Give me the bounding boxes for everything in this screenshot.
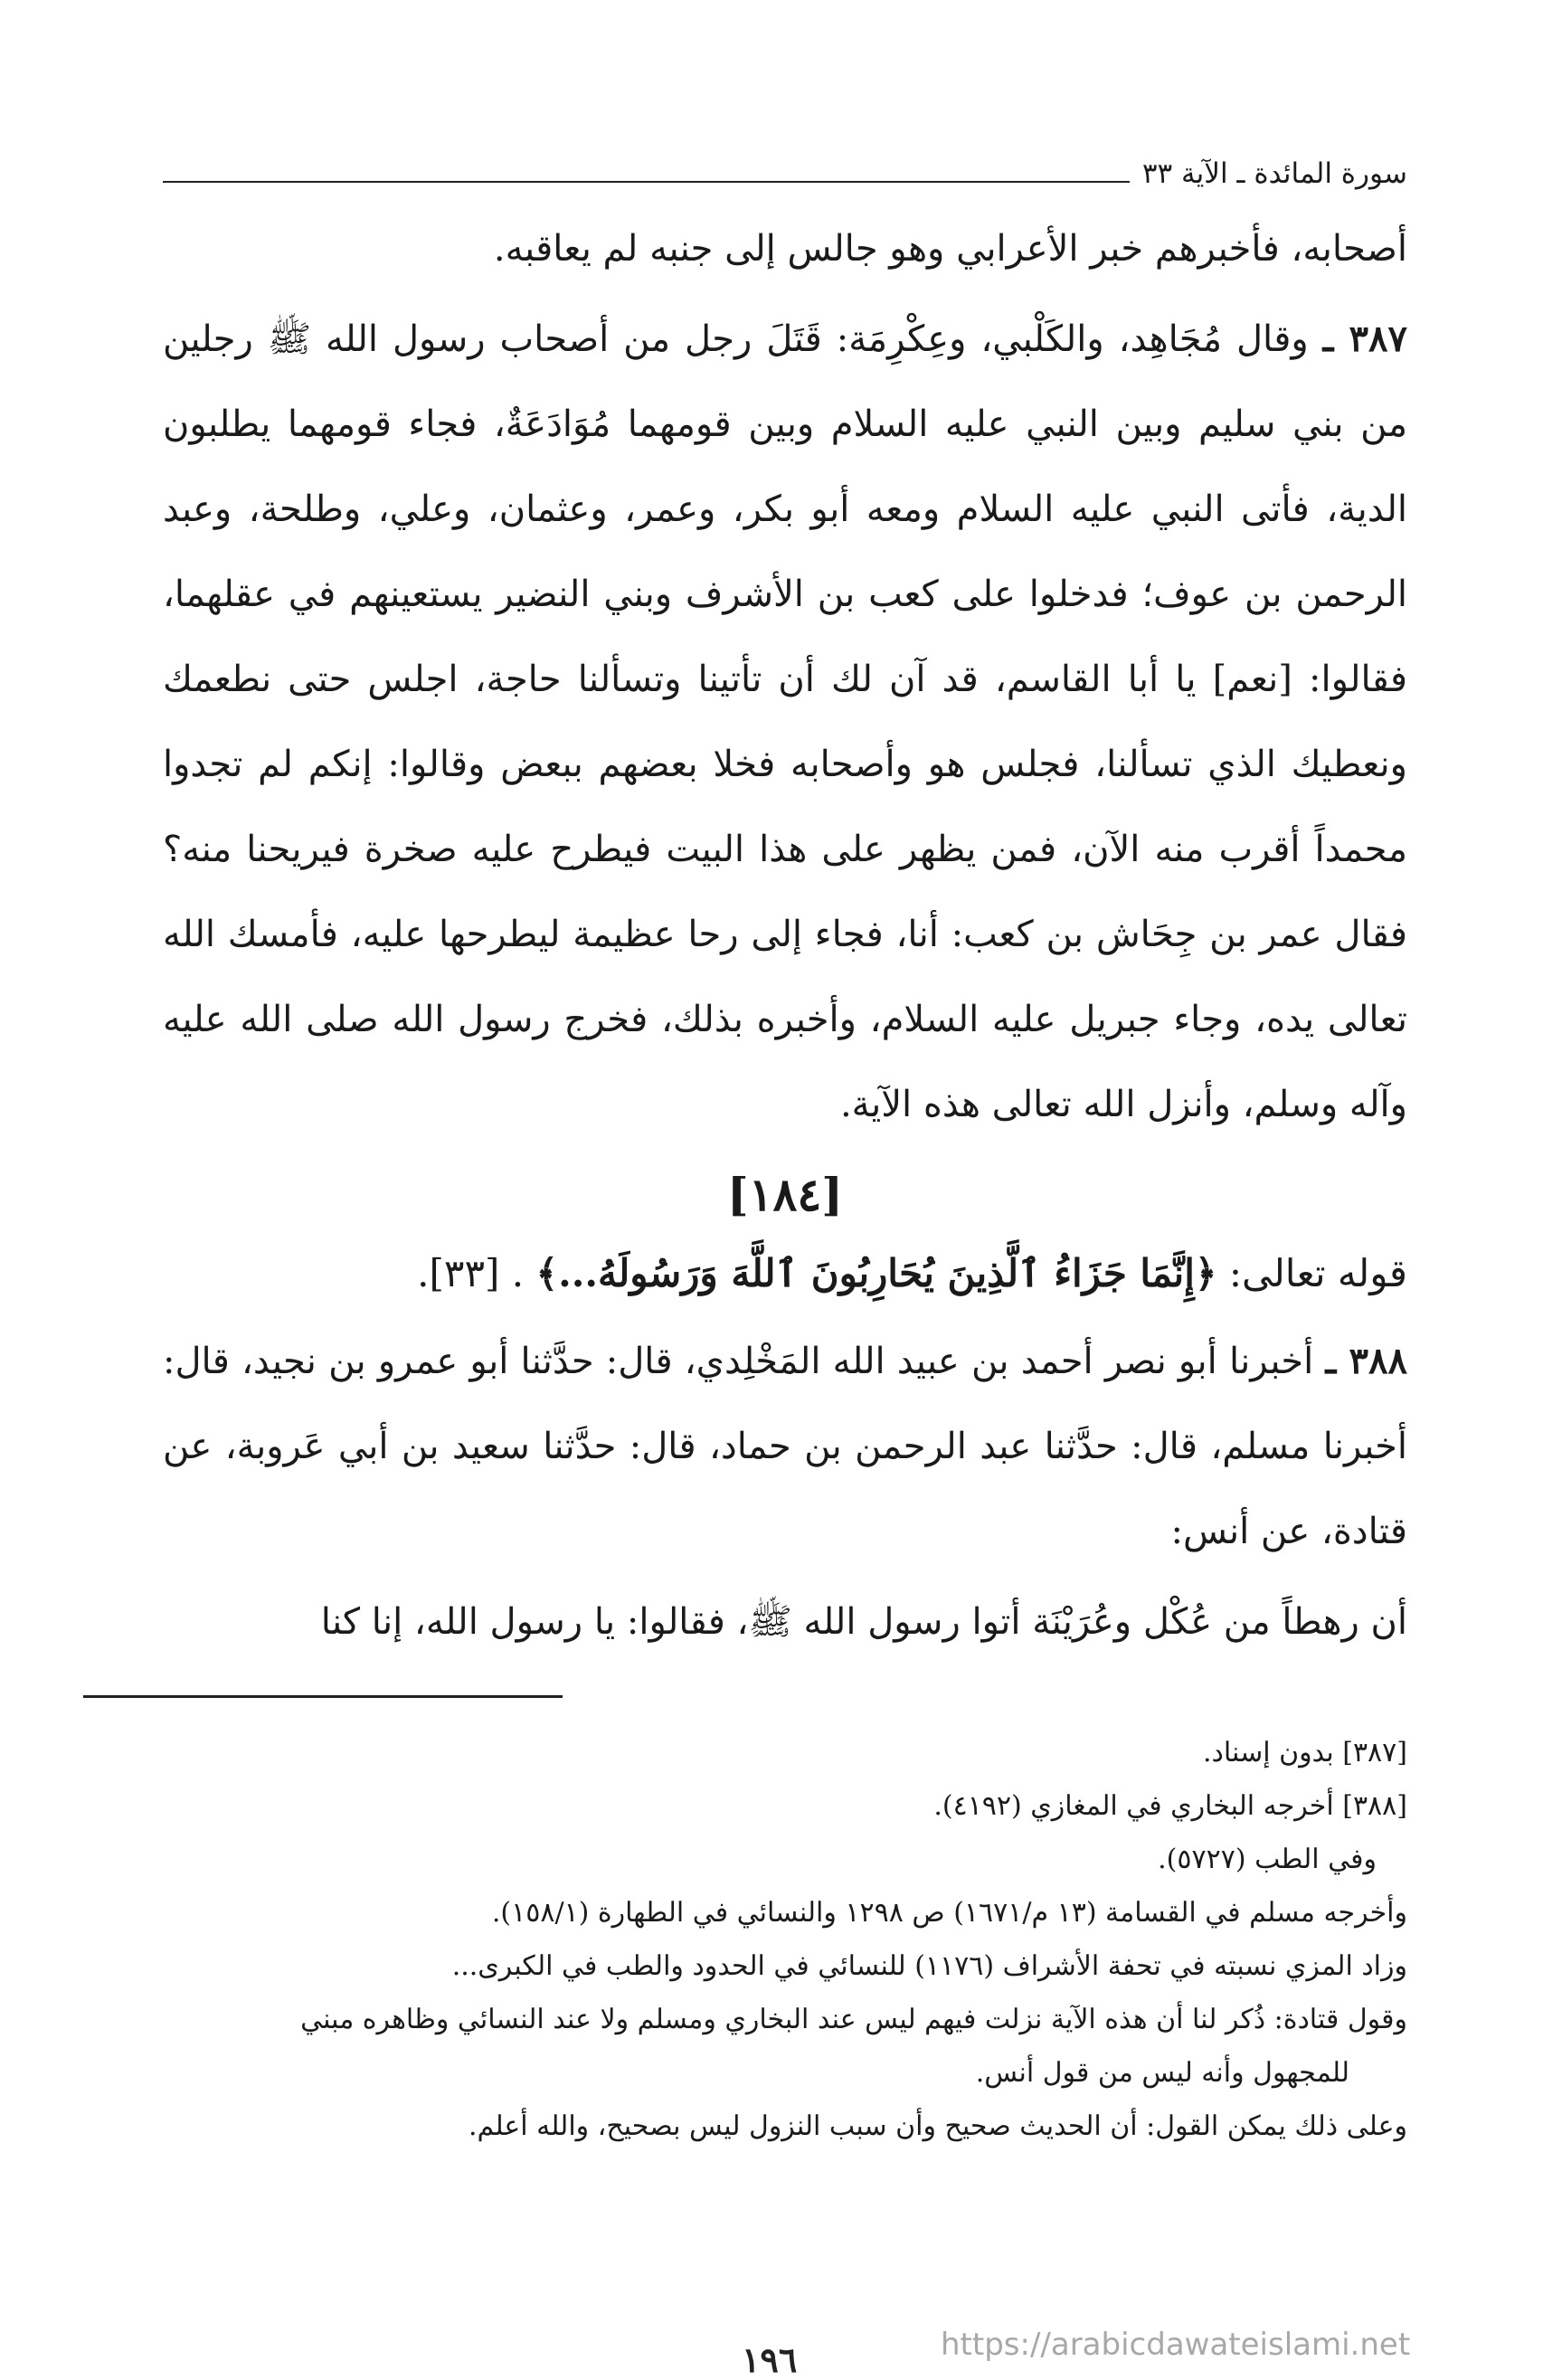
- narration-388: [163, 1319, 1407, 1574]
- footnote: [٣٨٨] أخرجه البخاري في المغازي (٤١٩٢).: [933, 1790, 1407, 1822]
- header-rule: [163, 181, 1130, 183]
- footnote: وأخرجه مسلم في القسامة (١٣ م/١٦٧١) ص ١٢٩٨ والنسائي في الطهارة (١٥٨/١).: [491, 1897, 1407, 1929]
- quran-verse: ﴿إِنَّمَا جَزَاءُ ٱلَّذِينَ يُحَارِبُونَ ٱللَّهَ وَرَسُولَهُ...﴾: [535, 1251, 1217, 1295]
- narration-text: أخبرنا أبو نصر أحمد بن عبيد الله المَخْلِدي، قال: حدَّثنا أبو عمرو بن نجيد، قال: أخبرنا مسلم، قال: حدَّثنا عبد الرحمن بن حماد، قال: حدَّثنا سعيد بن أبي عَروبة، عن قتادة، عن أنس:: [163, 1341, 1407, 1552]
- narration-number: ٣٨٨ ـ: [1325, 1340, 1407, 1382]
- main-text: [163, 206, 1407, 1664]
- footnote: للمجهول وأنه ليس من قول أنس.: [975, 2057, 1349, 2089]
- page-number: ١٩٦: [742, 2339, 798, 2380]
- footnotes: [163, 1726, 1407, 2153]
- footnote-separator: [83, 1695, 563, 1698]
- narration-number: ٣٨٧ ـ: [1322, 318, 1407, 360]
- footnote: [٣٨٧] بدون إسناد.: [1202, 1737, 1407, 1768]
- narration-387: [163, 297, 1407, 1147]
- hadith-text: أن رهطاً من عُكْل وعُرَيْنَة أتوا رسول الله ﷺ، فقالوا: يا رسول الله، إنا كنا: [320, 1601, 1407, 1643]
- footnote: وزاد المزي نسبته في تحفة الأشراف (١١٧٦) للنسائي في الحدود والطب في الكبرى...: [451, 1950, 1407, 1982]
- running-header: [163, 143, 1407, 188]
- running-title: سورة المائدة ـ الآية ٣٣: [1141, 157, 1407, 190]
- watermark-url: https://arabicdawateislami.net: [941, 2327, 1411, 2363]
- verse-line: [163, 1234, 1407, 1313]
- verse-intro: قوله تعالى:: [1228, 1251, 1407, 1295]
- paragraph-continuation: أصحابه، فأخبرهم خبر الأعرابي وهو جالس إلى جنبه لم يعاقبه.: [493, 228, 1407, 270]
- section-number: [١٨٤]: [727, 1168, 843, 1221]
- verse-reference: . [٣٣].: [417, 1251, 525, 1295]
- footnote: وقول قتادة: ذُكر لنا أن هذه الآية نزلت فيهم ليس عند البخاري ومسلم ولا عند النسائي وظاهره مبني: [300, 2004, 1407, 2035]
- footnote: وعلى ذلك يمكن القول: أن الحديث صحيح وأن سبب النزول ليس بصحيح، والله أعلم.: [468, 2110, 1407, 2142]
- footnote: وفي الطب (٥٧٢٧).: [1158, 1844, 1377, 1875]
- narration-text: وقال مُجَاهِد، والكَلْبي، وعِكْرِمَة: قَتَلَ رجل من أصحاب رسول الله ﷺ رجلين من بني سليم وبين النبي عليه السلام وبين قومهما مُوَادَعَةٌ، فجاء قومهما يطلبون الدية، فأتى النبي عليه السلام ومعه أبو بكر، وعمر، وعثمان، وعلي، وطلحة، وعبد الرحمن بن عوف؛ فدخلوا على كعب بن الأشرف وبني النضير يستعينهم في عقلهما، فقالوا: [نعم] يا أبا القاسم، قد آن لك أن تأتينا وتسألنا حاجة، اجلس حتى نطعمك ونعطيك الذي تسألنا، فجلس هو وأصحابه فخلا بعضهم ببعض وقالوا: إنكم لم تجدوا محمداً أقرب منه الآن، فمن يظهر على هذا البيت فيطرح عليه صخرة فيريحنا منه؟ فقال عمر بن جِحَاش بن كعب: أنا، فجاء إلى رحا عظيمة ليطرحها عليه، فأمسك الله تعالى يده، وجاء جبريل عليه السلام، وأخبره بذلك، فخرج رسول الله صلى الله عليه وآله وسلم، وأنزل الله تعالى هذه الآية.: [163, 318, 1407, 1125]
